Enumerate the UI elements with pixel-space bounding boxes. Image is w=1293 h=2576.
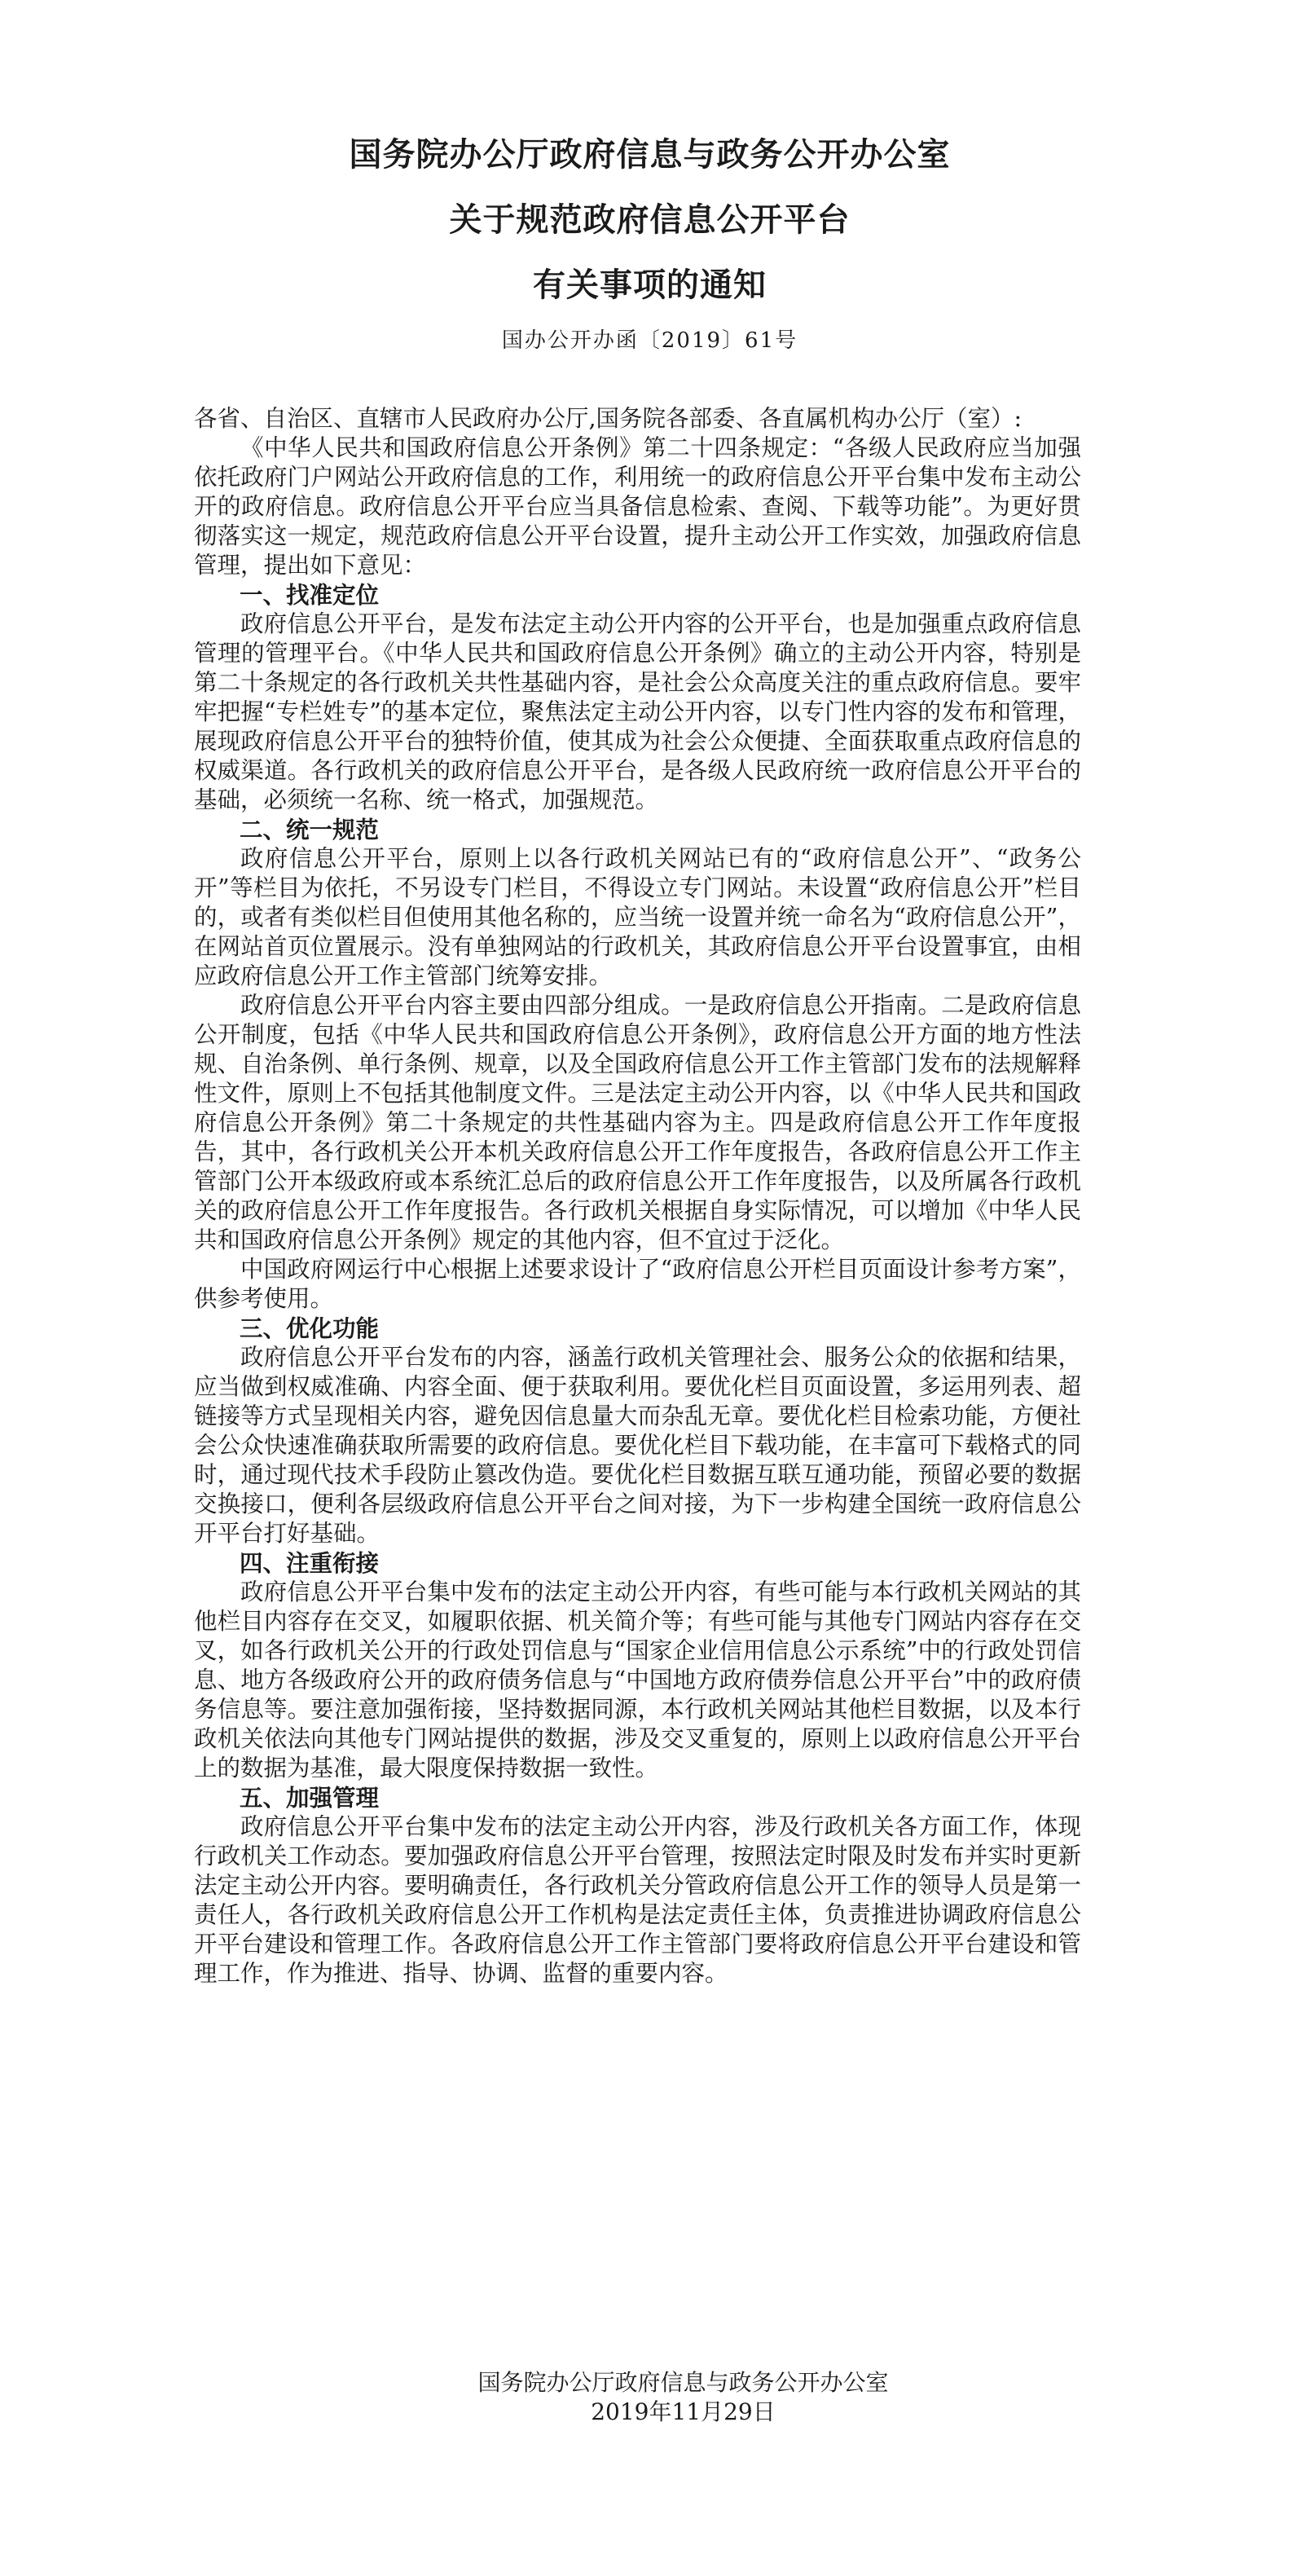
section-heading-3: 三、优化功能: [240, 1314, 380, 1342]
signature-organization: 国务院办公厅政府信息与政务公开办公室: [477, 2369, 889, 2396]
salutation: 各省、自治区、直辖市人民政府办公厅,国务院各部委、各直属机构办公厅（室）:: [194, 405, 1023, 432]
section-heading-1: 一、找准定位: [240, 581, 380, 609]
intro-paragraph: 《中华人民共和国政府信息公开条例》第二十四条规定：“各级人民政府应当加强依托政府门户网站公开政府信息的工作，利用统一的政府信息公开平台集中发布主动公开的政府信息。政府信息公开平台应当具备信息检索、查阅、下载等功能”。为更好贯彻落实这一规定，规范政府信息公开平台设置，提升主动公开工作实效，加强政府信息管理，提出如下意见：: [194, 434, 1081, 579]
section-2-paragraph-1: 政府信息公开平台，原则上以各行政机关网站已有的“政府信息公开”、“政务公开”等栏目为依托，不另设专门栏目，不得设立专门网站。未设置“政府信息公开”栏目的，或者有类似栏目但使用其他名称的，应当统一设置并统一命名为“政府信息公开”，在网站首页位置展示。没有单独网站的行政机关，其政府信息公开平台设置事宜，由相应政府信息公开工作主管部门统筹安排。: [194, 845, 1081, 989]
signature-date: 2019年11月29日: [591, 2398, 776, 2425]
document-body: [194, 404, 1081, 1988]
title-line-1: 国务院办公厅政府信息与政务公开办公室: [349, 135, 951, 174]
section-heading-2: 二、统一规范: [240, 816, 380, 843]
title-line-3: 有关事项的通知: [533, 266, 767, 304]
section-1-paragraph-1: 政府信息公开平台，是发布法定主动公开内容的公开平台，也是加强重点政府信息管理的管理平台。《中华人民共和国政府信息公开条例》确立的主动公开内容，特别是第二十条规定的各行政机关共性基础内容，是社会公众高度关注的重点政府信息。要牢牢把握“专栏姓专”的基本定位，聚焦法定主动公开内容，以专门性内容的发布和管理，展现政府信息公开平台的独特价值，使其成为社会公众便捷、全面获取重点政府信息的权威渠道。各行政机关的政府信息公开平台，是各级人民政府统一政府信息公开平台的基础，必须统一名称、统一格式，加强规范。: [194, 610, 1081, 813]
title-block: [218, 122, 1081, 357]
document-number: 国办公开办函〔2019〕61号: [501, 328, 798, 353]
section-2-paragraph-2: 政府信息公开平台内容主要由四部分组成。一是政府信息公开指南。二是政府信息公开制度，包括《中华人民共和国政府信息公开条例》，政府信息公开方面的地方性法规、自治条例、单行条例、规章，以及全国政府信息公开工作主管部门发布的法规解释性文件，原则上不包括其他制度文件。三是法定主动公开内容，以《中华人民共和国政府信息公开条例》第二十条规定的共性基础内容为主。四是政府信息公开工作年度报告，其中，各行政机关公开本机关政府信息公开工作年度报告，各政府信息公开工作主管部门公开本级政府或本系统汇总后的政府信息公开工作年度报告，以及所属各行政机关的政府信息公开工作年度报告。各行政机关根据自身实际情况，可以增加《中华人民共和国政府信息公开条例》规定的其他内容，但不宜过于泛化。: [194, 992, 1081, 1253]
section-3-paragraph-1: 政府信息公开平台发布的内容，涵盖行政机关管理社会、服务公众的依据和结果，应当做到权威准确、内容全面、便于获取利用。要优化栏目页面设置，多运用列表、超链接等方式呈现相关内容，避免因信息量大而杂乱无章。要优化栏目检索功能，方便社会公众快速准确获取所需要的政府信息。要优化栏目下载功能，在丰富可下载格式的同时，通过现代技术手段防止篡改伪造。要优化栏目数据互联互通功能，预留必要的数据交换接口，便利各层级政府信息公开平台之间对接，为下一步构建全国统一政府信息公开平台打好基础。: [194, 1344, 1081, 1547]
title-line-2: 关于规范政府信息公开平台: [449, 200, 851, 239]
section-heading-4: 四、注重衔接: [240, 1549, 380, 1577]
section-2-paragraph-3: 中国政府网运行中心根据上述要求设计了“政府信息公开栏目页面设计参考方案”，供参考使用。: [194, 1256, 1081, 1312]
section-5-paragraph-1: 政府信息公开平台集中发布的法定主动公开内容，涉及行政机关各方面工作，体现行政机关工作动态。要加强政府信息公开平台管理，按照法定时限及时发布并实时更新法定主动公开内容。要明确责任，各行政机关分管政府信息公开工作的领导人员是第一责任人，各行政机关政府信息公开工作机构是法定责任主体，负责推进协调政府信息公开平台建设和管理工作。各政府信息公开工作主管部门要将政府信息公开平台建设和管理工作，作为推进、指导、协调、监督的重要内容。: [194, 1813, 1081, 1987]
signature-block: [0, 2368, 1293, 2427]
section-4-paragraph-1: 政府信息公开平台集中发布的法定主动公开内容，有些可能与本行政机关网站的其他栏目内容存在交叉，如履职依据、机关简介等；有些可能与其他专门网站内容存在交叉，如各行政机关公开的行政处罚信息与“国家企业信用信息公示系统”中的行政处罚信息、地方各级政府公开的政府债务信息与“中国地方政府债券信息公开平台”中的政府债务信息等。要注意加强衔接，坚持数据同源，本行政机关网站其他栏目数据，以及本行政机关依法向其他专门网站提供的数据，涉及交叉重复的，原则上以政府信息公开平台上的数据为基准，最大限度保持数据一致性。: [194, 1579, 1081, 1781]
section-heading-5: 五、加强管理: [240, 1784, 380, 1812]
